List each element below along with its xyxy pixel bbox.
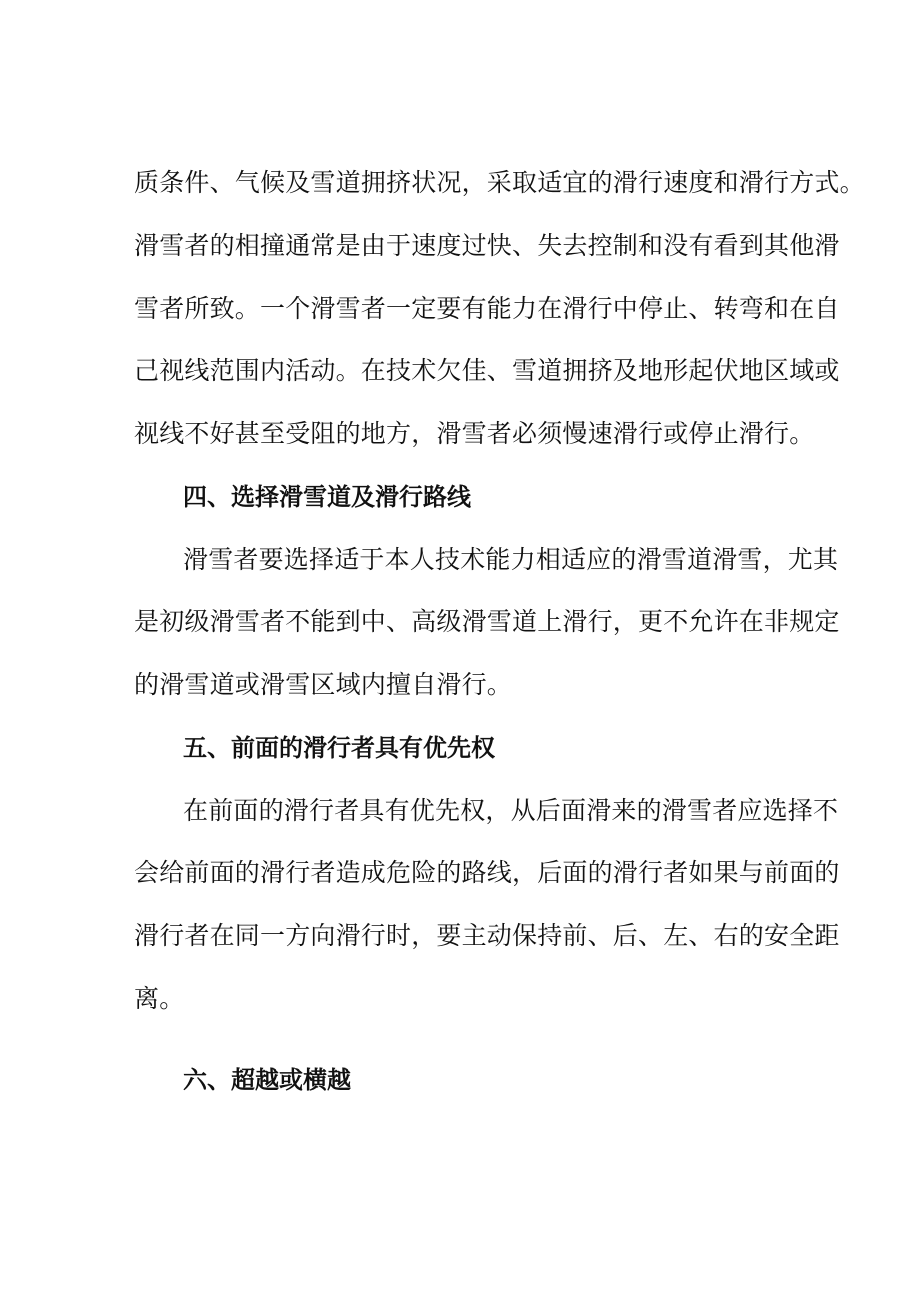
paragraph-line: 滑行者在同一方向滑行时，要主动保持前、后、左、右的安全距: [134, 921, 840, 950]
section-heading-4: 四、选择滑雪道及滑行路线: [183, 483, 471, 511]
paragraph-line: 滑雪者要选择适于本人技术能力相适应的滑雪道滑雪，尤其: [183, 545, 839, 574]
section-heading-6: 六、超越或横越: [183, 1066, 351, 1094]
paragraph-line: 质条件、气候及雪道拥挤状况，采取适宜的滑行速度和滑行方式。: [134, 168, 865, 197]
paragraph-line: 视线不好甚至受阻的地方，滑雪者必须慢速滑行或停止滑行。: [134, 419, 815, 448]
paragraph-line: 离。: [134, 984, 185, 1013]
paragraph-line: 的滑雪道或滑雪区域内擅自滑行。: [134, 670, 513, 699]
section-heading-5: 五、前面的滑行者具有优先权: [183, 734, 495, 762]
paragraph-line: 会给前面的滑行者造成危险的路线，后面的滑行者如果与前面的: [134, 858, 840, 887]
paragraph-line: 滑雪者的相撞通常是由于速度过快、失去控制和没有看到其他滑: [134, 231, 840, 260]
paragraph-line: 雪者所致。一个滑雪者一定要有能力在滑行中停止、转弯和在自: [134, 294, 840, 323]
paragraph-line: 是初级滑雪者不能到中、高级滑雪道上滑行，更不允许在非规定: [134, 607, 840, 636]
paragraph-line: 在前面的滑行者具有优先权，从后面滑来的滑雪者应选择不: [183, 796, 839, 825]
paragraph-line: 己视线范围内活动。在技术欠佳、雪道拥挤及地形起伏地区域或: [134, 356, 840, 385]
